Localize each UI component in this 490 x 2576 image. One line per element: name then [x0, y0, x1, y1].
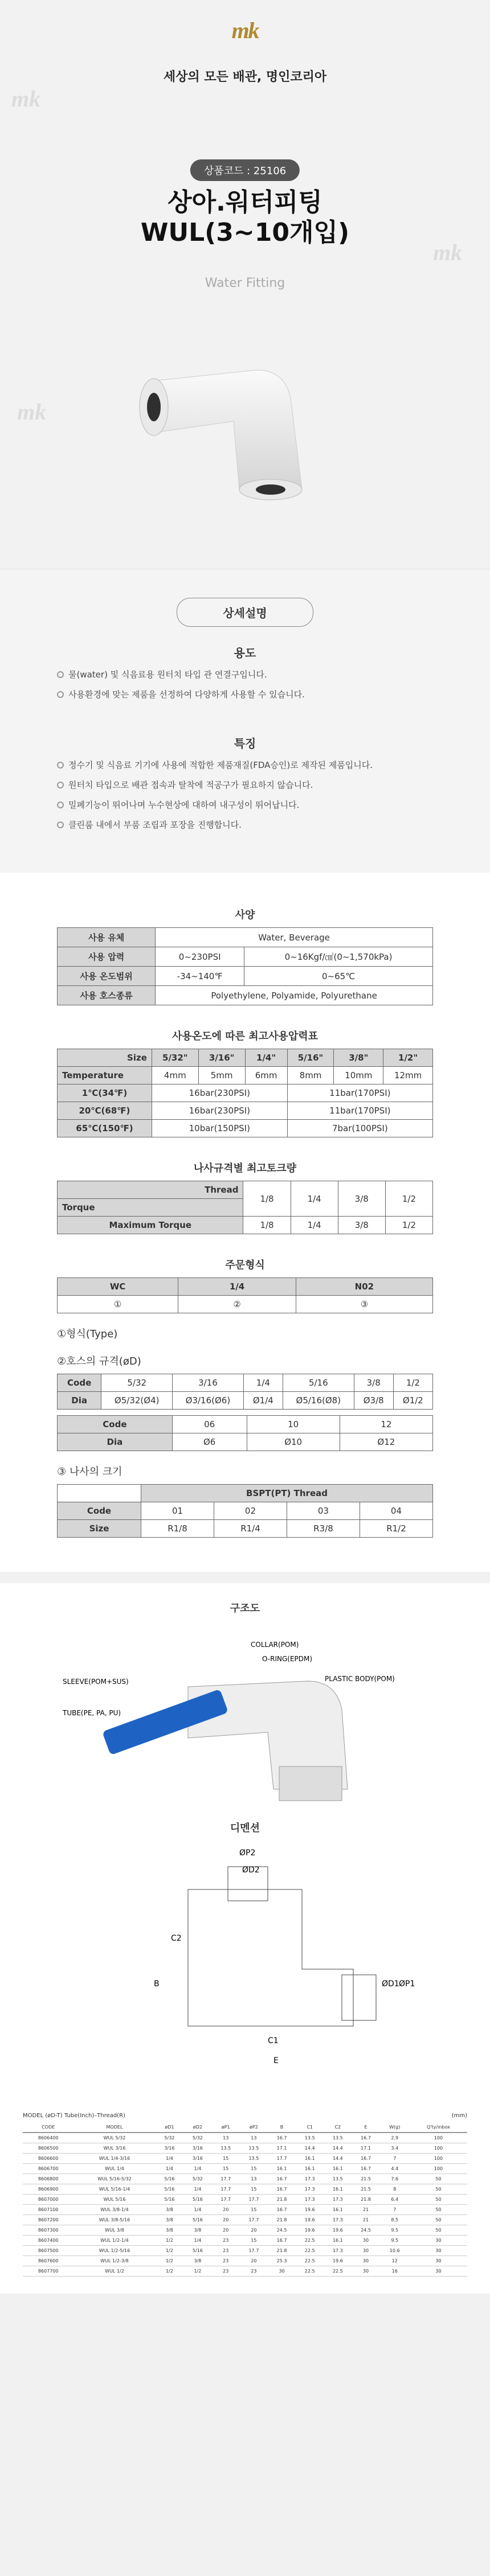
- feature-title: 특징: [234, 737, 256, 750]
- table-cell: 16.7: [268, 2205, 296, 2215]
- table-cell: 17.3: [296, 2174, 324, 2184]
- table-cell: 13.5: [296, 2133, 324, 2143]
- table-cell: 21.8: [352, 2195, 379, 2205]
- table-cell: 15: [240, 2236, 268, 2246]
- table-row: 1℃(34℉) 16bar(230PSI) 11bar(170PSI): [58, 1084, 433, 1102]
- table-cell: 13: [240, 2133, 268, 2143]
- table-cell: 5/32: [183, 2133, 212, 2143]
- table-cell: 21.8: [268, 2215, 296, 2225]
- use-title: 용도: [234, 646, 256, 660]
- table-cell: 13.5: [324, 2133, 352, 2143]
- table-cell: 16.7: [352, 2154, 379, 2164]
- table-cell: WUL 1/2-3/8: [74, 2256, 155, 2266]
- order-title: 주문형식: [225, 1259, 265, 1271]
- table-cell: 8: [380, 2184, 410, 2195]
- table-cell: 16.1: [268, 2164, 296, 2174]
- table-row: [23, 2225, 467, 2236]
- table-cell: 15: [212, 2154, 240, 2164]
- table-row: 20℃(68℉) 16bar(230PSI) 11bar(170PSI): [58, 1102, 433, 1120]
- table-row: Size 5/32" 3/16" 1/4" 5/16" 3/8" 1/2": [58, 1049, 433, 1067]
- table-cell: 1/2: [156, 2256, 184, 2266]
- table-cell: 16: [380, 2266, 410, 2277]
- table-cell: 17.7: [240, 2195, 268, 2205]
- table-cell: 15: [240, 2205, 268, 2215]
- type-label: ①형식(Type): [57, 1328, 118, 1340]
- table-cell: 8.5: [380, 2215, 410, 2225]
- list-item: 물(water) 및 식음료용 원터치 타입 관 연결구입니다.: [57, 668, 433, 680]
- table-cell: 30: [410, 2256, 467, 2266]
- table-row: Torque: [58, 1199, 433, 1217]
- table-cell: 5/16: [156, 2184, 184, 2195]
- watermark-logo: mk: [11, 86, 41, 112]
- product-title: [0, 188, 490, 248]
- table-cell: 20: [212, 2215, 240, 2225]
- table-row: [23, 2256, 467, 2266]
- table-cell: 17.7: [268, 2154, 296, 2164]
- hero-section: [0, 0, 490, 569]
- table-cell: 7.6: [380, 2174, 410, 2184]
- table-cell: 16.1: [296, 2164, 324, 2174]
- spec-title: 사양: [235, 909, 255, 921]
- svg-text:C2: C2: [171, 1934, 182, 1943]
- table-cell: 3/8: [156, 2205, 184, 2215]
- svg-text:ØD1: ØD1: [382, 1979, 399, 1989]
- table-cell: 8607600: [23, 2256, 74, 2266]
- table-cell: 3/16: [156, 2143, 184, 2154]
- watermark-logo: mk: [433, 240, 463, 265]
- table-cell: 1/4: [156, 2164, 184, 2174]
- svg-text:B: B: [154, 1979, 160, 1989]
- dimension-drawing: [0, 1838, 490, 2077]
- table-cell: 8606800: [23, 2174, 74, 2184]
- table-cell: 30: [268, 2266, 296, 2277]
- list-item: 원터치 타입으로 배관 접속과 탈착에 적공구가 필요하지 않습니다.: [57, 779, 433, 791]
- table-cell: 1/2: [156, 2246, 184, 2256]
- table-cell: 30: [352, 2256, 379, 2266]
- table-cell: 13.5: [240, 2143, 268, 2154]
- table-cell: WUL 1/2-1/4: [74, 2236, 155, 2246]
- table-cell: 3/16: [183, 2143, 212, 2154]
- table-cell: 16.7: [268, 2184, 296, 2195]
- feature-list: [57, 759, 433, 831]
- table-cell: 22.5: [296, 2246, 324, 2256]
- table-cell: 20: [212, 2205, 240, 2215]
- table-cell: 16.1: [324, 2184, 352, 2195]
- table-cell: WUL 1/4-3/16: [74, 2154, 155, 2164]
- table-cell: 7: [380, 2154, 410, 2164]
- table-cell: 8607300: [23, 2225, 74, 2236]
- thread-label: ③ 나사의 크기: [57, 1466, 122, 1478]
- table-cell: 3/8: [183, 2225, 212, 2236]
- list-item: 밀폐기능이 뛰어나며 누수현상에 대하여 내구성이 뛰어납니다.: [57, 799, 433, 811]
- table-cell: 23: [212, 2236, 240, 2246]
- table-cell: 100: [410, 2154, 467, 2164]
- table-row: [23, 2184, 467, 2195]
- table-cell: 17.3: [324, 2246, 352, 2256]
- pressure-title: 사용온도에 따른 최고사용압력표: [172, 1030, 318, 1042]
- table-cell: 1/2: [183, 2266, 212, 2277]
- table-cell: 19.6: [324, 2256, 352, 2266]
- table-cell: 19.6: [296, 2205, 324, 2215]
- table-cell: 21.8: [268, 2195, 296, 2205]
- structure-label-body: PLASTIC BODY(POM): [325, 1675, 395, 1683]
- spec-table: [57, 927, 433, 1005]
- table-row: Code 5/32 3/16 1/4 5/16 3/8 1/2: [58, 1374, 433, 1392]
- table-cell: 19.6: [296, 2215, 324, 2225]
- table-cell: 16.7: [352, 2164, 379, 2174]
- table-cell: 16.1: [296, 2154, 324, 2164]
- column-header: øP2: [240, 2122, 268, 2133]
- table-cell: WUL 5/16: [74, 2195, 155, 2205]
- table-cell: 5/16: [183, 2215, 212, 2225]
- table-row: 사용 유체 Water, Beverage: [58, 928, 433, 947]
- table-cell: 15: [212, 2164, 240, 2174]
- column-header: øP1: [212, 2122, 240, 2133]
- column-header: B: [268, 2122, 296, 2133]
- table-cell: 21.5: [352, 2174, 379, 2184]
- hose-table-inch: [57, 1374, 433, 1410]
- table-cell: 30: [352, 2236, 379, 2246]
- table-row: [23, 2133, 467, 2143]
- table-cell: 5/32: [183, 2174, 212, 2184]
- torque-table: [57, 1181, 433, 1234]
- table-cell: 17.7: [240, 2246, 268, 2256]
- table-row: Code 01 02 03 04: [58, 1502, 433, 1520]
- table-cell: 16.7: [352, 2133, 379, 2143]
- table-cell: 17.3: [324, 2195, 352, 2205]
- table-cell: 30: [410, 2236, 467, 2246]
- column-header: MODEL: [74, 2122, 155, 2133]
- table-cell: 5/16: [156, 2195, 184, 2205]
- table-row: [23, 2154, 467, 2164]
- table-cell: WUL 3/8-1/4: [74, 2205, 155, 2215]
- product-title-line2: WUL(3~10개입): [140, 217, 350, 247]
- table-cell: 3.4: [380, 2143, 410, 2154]
- table-cell: 21.5: [352, 2184, 379, 2195]
- table-cell: 21.8: [268, 2246, 296, 2256]
- hose-table-mm: [57, 1415, 433, 1451]
- table-cell: 20: [240, 2225, 268, 2236]
- table-row: ① ② ③: [58, 1296, 433, 1313]
- table-cell: 100: [410, 2143, 467, 2154]
- table-cell: 13.5: [324, 2174, 352, 2184]
- table-cell: 23: [240, 2266, 268, 2277]
- table-row: Dia Ø6 Ø10 Ø12: [58, 1433, 433, 1451]
- table-cell: 8607000: [23, 2195, 74, 2205]
- column-header: Q'ty/inbox: [410, 2122, 467, 2133]
- dimension-title: 디멘션: [230, 1822, 260, 1834]
- table-cell: 8607500: [23, 2246, 74, 2256]
- table-cell: WUL 3/16: [74, 2143, 155, 2154]
- table-cell: 23: [212, 2256, 240, 2266]
- svg-text:C1: C1: [268, 2036, 279, 2045]
- hose-label: ②호스의 규격(øD): [57, 1355, 141, 1367]
- product-image: [131, 319, 359, 501]
- table-cell: 30: [352, 2246, 379, 2256]
- svg-text:ØP2: ØP2: [239, 1848, 256, 1858]
- thread-table: [57, 1484, 433, 1538]
- table-cell: 16.7: [268, 2133, 296, 2143]
- table-row: [23, 2215, 467, 2225]
- table-cell: 22.5: [324, 2266, 352, 2277]
- table-row: 사용 온도범위 -34~140℉ 0~65℃: [58, 967, 433, 986]
- table-row: [23, 2205, 467, 2215]
- table-cell: 22.5: [296, 2266, 324, 2277]
- table-cell: 13.5: [212, 2143, 240, 2154]
- table-row: [23, 2143, 467, 2154]
- product-code-badge: 상품코드 : 25106: [190, 159, 300, 181]
- table-cell: 30: [410, 2266, 467, 2277]
- table-cell: 5/16: [183, 2195, 212, 2205]
- table-row: 65℃(150℉) 10bar(150PSI) 7bar(100PSI): [58, 1120, 433, 1137]
- table-cell: 14.4: [324, 2143, 352, 2154]
- column-header: CODE: [23, 2122, 74, 2133]
- brand-logo: [211, 17, 279, 46]
- table-cell: 23: [212, 2266, 240, 2277]
- table-cell: 50: [410, 2225, 467, 2236]
- brand-slogan: 세상의 모든 배관, 명인코리아: [163, 70, 327, 84]
- product-subtitle: Water Fitting: [205, 276, 285, 290]
- torque-title: 나사규격별 최고토크량: [193, 1162, 297, 1174]
- table-cell: WUL 1/2-5/16: [74, 2246, 155, 2256]
- table-cell: 1/4: [156, 2154, 184, 2164]
- diagram-section: [0, 1583, 490, 2107]
- table-cell: WUL 5/16-5/32: [74, 2174, 155, 2184]
- table-cell: 3/16: [183, 2154, 212, 2164]
- structure-label-oring: O-RING(EPDM): [262, 1655, 313, 1663]
- table-row: Temperature 4mm 5mm 6mm 8mm 10mm 12mm: [58, 1067, 433, 1084]
- table-cell: 13: [212, 2133, 240, 2143]
- table-cell: 14.4: [296, 2143, 324, 2154]
- table-row: WC 1/4 N02: [58, 1278, 433, 1296]
- table-cell: 100: [410, 2164, 467, 2174]
- table-cell: 50: [410, 2205, 467, 2215]
- table-cell: 1/4: [183, 2236, 212, 2246]
- table-cell: 17.3: [296, 2195, 324, 2205]
- table-cell: 50: [410, 2174, 467, 2184]
- watermark-logo: mk: [17, 399, 47, 425]
- table-cell: 4.4: [380, 2164, 410, 2174]
- table-cell: 23: [212, 2246, 240, 2256]
- pressure-table: [57, 1049, 433, 1137]
- table-row: Size R1/8 R1/4 R3/8 R1/2: [58, 1520, 433, 1538]
- svg-text:ØP1: ØP1: [399, 1979, 415, 1989]
- table-cell: WUL 5/32: [74, 2133, 155, 2143]
- table-row: [23, 2266, 467, 2277]
- table-cell: 8606500: [23, 2143, 74, 2154]
- table-cell: 100: [410, 2133, 467, 2143]
- table-cell: 17.7: [212, 2195, 240, 2205]
- spec-section: [0, 873, 490, 1572]
- table-cell: 8607100: [23, 2205, 74, 2215]
- table-cell: 17.1: [268, 2143, 296, 2154]
- table-cell: 17.3: [324, 2215, 352, 2225]
- list-item: 사용환경에 맞는 제품을 선정하여 다양하게 사용할 수 있습니다.: [57, 688, 433, 700]
- table-cell: 16.7: [268, 2236, 296, 2246]
- table-cell: 8607200: [23, 2215, 74, 2225]
- structure-label-collar: COLLAR(POM): [251, 1641, 299, 1649]
- order-table: [57, 1277, 433, 1313]
- column-header: W(g): [380, 2122, 410, 2133]
- table-cell: WUL 1/2: [74, 2266, 155, 2277]
- table-cell: 8606400: [23, 2133, 74, 2143]
- table-cell: 21: [352, 2205, 379, 2215]
- table-cell: 22.5: [296, 2256, 324, 2266]
- svg-text:E: E: [273, 2056, 279, 2065]
- table-cell: 30: [410, 2246, 467, 2256]
- table-cell: 5/32: [156, 2133, 184, 2143]
- table-cell: 16.1: [324, 2236, 352, 2246]
- table-cell: 5/16: [156, 2174, 184, 2184]
- column-header: E: [352, 2122, 379, 2133]
- table-cell: 1/2: [156, 2236, 184, 2246]
- table-cell: 19.6: [324, 2225, 352, 2236]
- table-cell: 21: [352, 2215, 379, 2225]
- structure-diagram: [0, 1618, 490, 1806]
- list-item: 클린룸 내에서 부품 조립과 포장을 진행합니다.: [57, 819, 433, 831]
- table-cell: 1/4: [183, 2205, 212, 2215]
- table-cell: 1/4: [183, 2184, 212, 2195]
- svg-text:ØD2: ØD2: [242, 1866, 260, 1875]
- table-row: Dia Ø5/32(Ø4) Ø3/16(Ø6) Ø1/4 Ø5/16(Ø8) Ø3/8 Ø1/2: [58, 1392, 433, 1410]
- structure-title: 구조도: [230, 1603, 260, 1614]
- table-cell: 6.4: [380, 2195, 410, 2205]
- table-cell: 15: [240, 2184, 268, 2195]
- table-cell: 9.5: [380, 2236, 410, 2246]
- table-cell: WUL 3/8: [74, 2225, 155, 2236]
- table-cell: WUL 5/16-1/4: [74, 2184, 155, 2195]
- table-cell: 19.6: [296, 2225, 324, 2236]
- model-table-section: [0, 2107, 490, 2294]
- table-cell: 50: [410, 2184, 467, 2195]
- table-row: Maximum Torque 1/8 1/4 3/8 1/2: [58, 1217, 433, 1234]
- table-row: [23, 2236, 467, 2246]
- table-cell: 10.6: [380, 2246, 410, 2256]
- table-cell: 13.5: [240, 2154, 268, 2164]
- table-header-row: [23, 2122, 467, 2133]
- table-cell: 7: [380, 2205, 410, 2215]
- table-cell: 20: [212, 2225, 240, 2236]
- column-header: C2: [324, 2122, 352, 2133]
- table-cell: 8606600: [23, 2154, 74, 2164]
- table-cell: 2.9: [380, 2133, 410, 2143]
- column-header: C1: [296, 2122, 324, 2133]
- column-header: øD1: [156, 2122, 184, 2133]
- table-cell: 3/8: [183, 2256, 212, 2266]
- table-cell: 8607700: [23, 2266, 74, 2277]
- table-cell: 8607400: [23, 2236, 74, 2246]
- table-cell: 17.7: [212, 2184, 240, 2195]
- logo-text: mk: [231, 18, 259, 43]
- table-cell: 20: [240, 2256, 268, 2266]
- table-row: [23, 2246, 467, 2256]
- table-cell: 22.5: [296, 2236, 324, 2246]
- table-row: 사용 호스종류 Polyethylene, Polyamide, Polyurethane: [58, 986, 433, 1005]
- table-cell: 50: [410, 2215, 467, 2225]
- table-cell: 1/2: [156, 2266, 184, 2277]
- table-row: 사용 압력 0~230PSI 0~16Kgf/㎠(0~1,570kPa): [58, 947, 433, 967]
- table-cell: 17.7: [240, 2215, 268, 2225]
- table-caption: MODEL (øD-T) Tube(Inch)–Thread(R): [23, 2113, 125, 2119]
- table-cell: 17.3: [296, 2184, 324, 2195]
- table-cell: 24.5: [268, 2225, 296, 2236]
- table-cell: 8606900: [23, 2184, 74, 2195]
- table-cell: 1/4: [183, 2164, 212, 2174]
- table-cell: 17.7: [212, 2174, 240, 2184]
- table-row: [23, 2174, 467, 2184]
- table-row: BSPT(PT) Thread: [58, 1485, 433, 1502]
- table-cell: 50: [410, 2195, 467, 2205]
- list-item: 정수기 및 식음료 기기에 사용에 적합한 제품재질(FDA승인)로 제작된 제품입니다.: [57, 759, 433, 771]
- description-header: 상세설명: [177, 598, 313, 627]
- table-cell: 15: [240, 2164, 268, 2174]
- table-cell: 14.4: [324, 2154, 352, 2164]
- table-cell: 5/16: [183, 2246, 212, 2256]
- table-cell: 24.5: [352, 2225, 379, 2236]
- column-header: øD2: [183, 2122, 212, 2133]
- table-cell: 25.3: [268, 2256, 296, 2266]
- table-row: [23, 2164, 467, 2174]
- table-cell: 12: [380, 2256, 410, 2266]
- table-row: Code 06 10 12: [58, 1416, 433, 1433]
- table-cell: 16.1: [324, 2164, 352, 2174]
- table-cell: WUL 1/4: [74, 2164, 155, 2174]
- table-cell: 3/8: [156, 2215, 184, 2225]
- table-unit: (mm): [451, 2113, 467, 2119]
- table-cell: 16.1: [324, 2205, 352, 2215]
- use-list: [57, 668, 433, 700]
- table-row: [23, 2195, 467, 2205]
- table-cell: 9.5: [380, 2225, 410, 2236]
- model-table: [23, 2122, 467, 2277]
- table-cell: 13: [240, 2174, 268, 2184]
- table-cell: WUL 3/8-5/16: [74, 2215, 155, 2225]
- table-cell: 30: [352, 2266, 379, 2277]
- table-cell: 3/8: [156, 2225, 184, 2236]
- table-row: Thread 1/8 1/4 3/8 1/2: [58, 1181, 433, 1199]
- description-section: [0, 569, 490, 873]
- structure-label-sleeve: SLEEVE(POM+SUS): [63, 1678, 129, 1686]
- table-cell: 16.7: [268, 2174, 296, 2184]
- table-cell: 17.1: [352, 2143, 379, 2154]
- product-title-line1: 상아.워터피팅: [168, 188, 322, 217]
- structure-label-tube: TUBE(PE, PA, PU): [63, 1709, 121, 1717]
- table-cell: 8606700: [23, 2164, 74, 2174]
